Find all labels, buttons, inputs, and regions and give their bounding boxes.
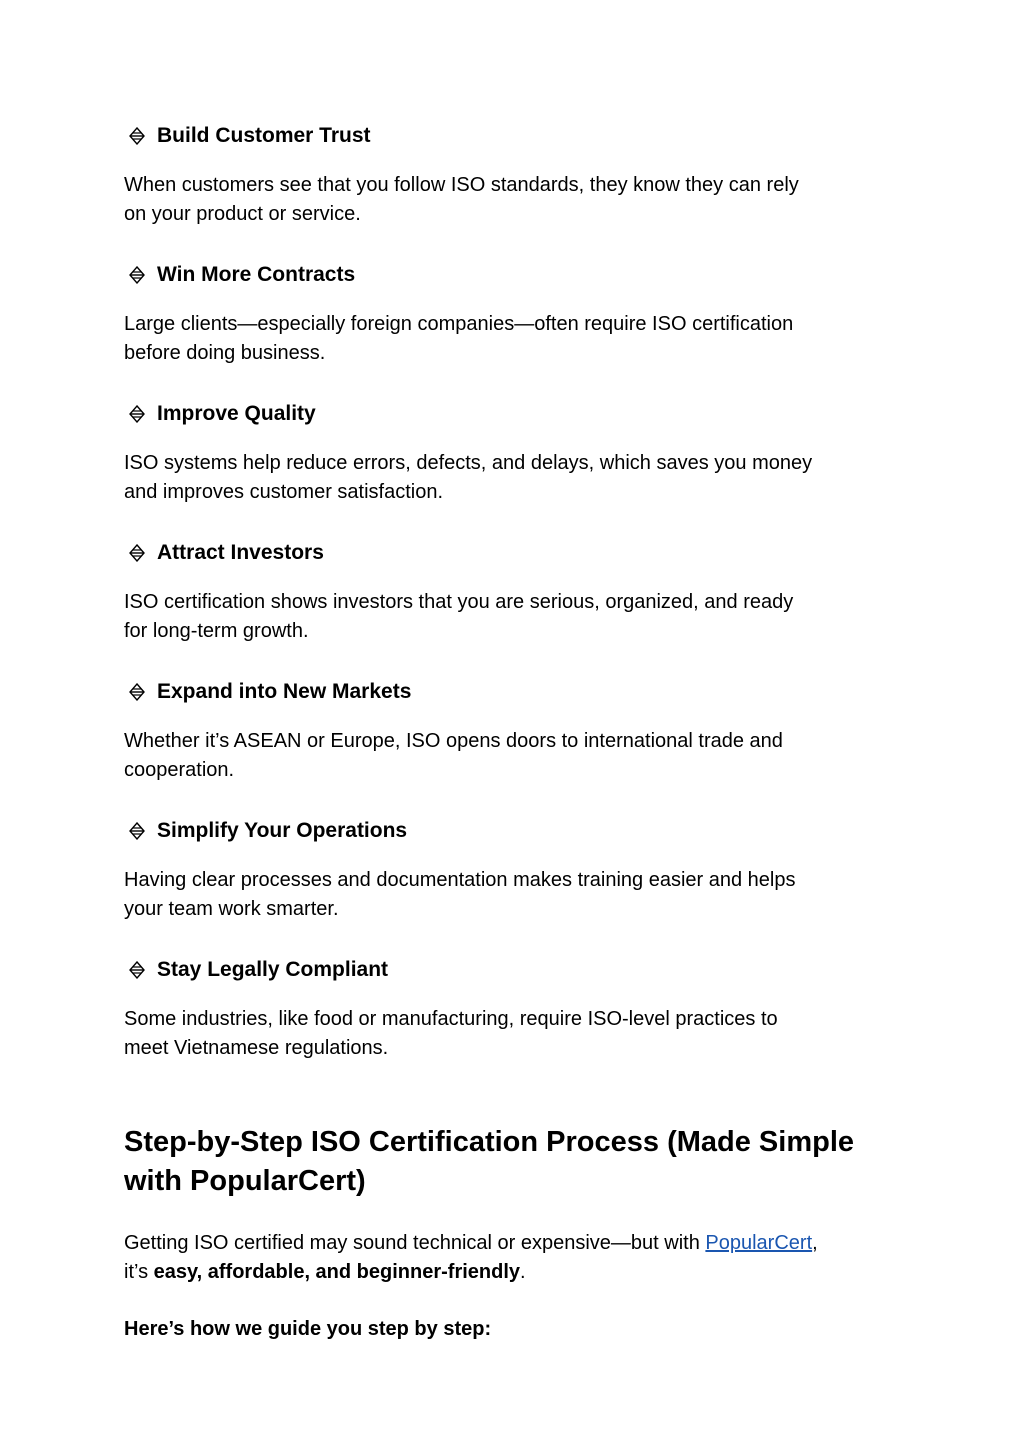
benefit-text-line: When customers see that you follow ISO standards, they know they can rely (124, 174, 799, 196)
benefit-title: Win More Contracts (157, 263, 356, 286)
diamond-bullet-icon (126, 542, 148, 564)
benefit-heading (124, 122, 894, 150)
diamond-bullet-icon (126, 959, 148, 981)
benefit-title: Build Customer Trust (157, 124, 371, 147)
benefit-heading (124, 956, 894, 984)
benefit-description (124, 866, 894, 924)
diamond-bullet-icon (126, 403, 148, 425)
benefit-text-line: your team work smarter. (124, 898, 339, 920)
benefit-description (124, 1005, 894, 1063)
benefit-description (124, 727, 894, 785)
benefit-title: Improve Quality (157, 402, 316, 425)
benefit-description (124, 171, 894, 229)
diamond-bullet-icon (126, 264, 148, 286)
benefit-text-line: on your product or service. (124, 203, 361, 225)
benefit-title: Attract Investors (157, 541, 324, 564)
intro-text: . (520, 1261, 526, 1283)
benefit-item (124, 956, 894, 1063)
benefit-text-line: ISO certification shows investors that you are serious, organized, and ready (124, 591, 794, 613)
benefit-text-line: and improves customer satisfaction. (124, 481, 444, 503)
section-title-line: with PopularCert) (124, 1165, 366, 1197)
benefit-description (124, 588, 894, 646)
benefit-item (124, 539, 894, 646)
benefit-heading (124, 400, 894, 428)
section-title (124, 1123, 894, 1201)
section-title-line: Step-by-Step ISO Certification Process (Made Simple (124, 1126, 854, 1158)
benefit-text-line: Whether it’s ASEAN or Europe, ISO opens doors to international trade and (124, 730, 783, 752)
intro-paragraph (124, 1229, 894, 1287)
benefit-item (124, 400, 894, 507)
diamond-bullet-icon (126, 125, 148, 147)
intro-emphasis: easy, affordable, and beginner-friendly (153, 1261, 521, 1283)
benefit-description (124, 310, 894, 368)
benefit-heading (124, 678, 894, 706)
diamond-bullet-icon (126, 820, 148, 842)
guide-heading: Here’s how we guide you step by step: (124, 1318, 492, 1340)
document-page (124, 122, 894, 1344)
benefit-item (124, 261, 894, 368)
benefit-title: Simplify Your Operations (157, 819, 408, 842)
benefit-title: Expand into New Markets (157, 680, 412, 703)
benefit-text-line: ISO systems help reduce errors, defects, and delays, which saves you money (124, 452, 813, 474)
intro-text: , (812, 1232, 818, 1254)
benefit-item (124, 817, 894, 924)
benefit-text-line: before doing business. (124, 342, 326, 364)
benefit-text-line: Some industries, like food or manufacturing, require ISO-level practices to (124, 1008, 778, 1030)
benefit-heading (124, 539, 894, 567)
benefit-item (124, 678, 894, 785)
benefit-item (124, 122, 894, 229)
benefit-text-line: Having clear processes and documentation makes training easier and helps (124, 869, 796, 891)
benefit-heading (124, 261, 894, 289)
benefit-title: Stay Legally Compliant (157, 958, 389, 981)
benefit-heading (124, 817, 894, 845)
benefit-text-line: Large clients—especially foreign companies—often require ISO certification (124, 313, 794, 335)
benefit-text-line: for long-term growth. (124, 620, 309, 642)
intro-text: Getting ISO certified may sound technical or expensive—but with (124, 1232, 706, 1254)
benefit-text-line: meet Vietnamese regulations. (124, 1037, 389, 1059)
diamond-bullet-icon (126, 681, 148, 703)
intro-text: it’s (124, 1261, 154, 1283)
popularcert-link[interactable]: PopularCert (705, 1232, 813, 1254)
benefit-description (124, 449, 894, 507)
benefit-text-line: cooperation. (124, 759, 235, 781)
